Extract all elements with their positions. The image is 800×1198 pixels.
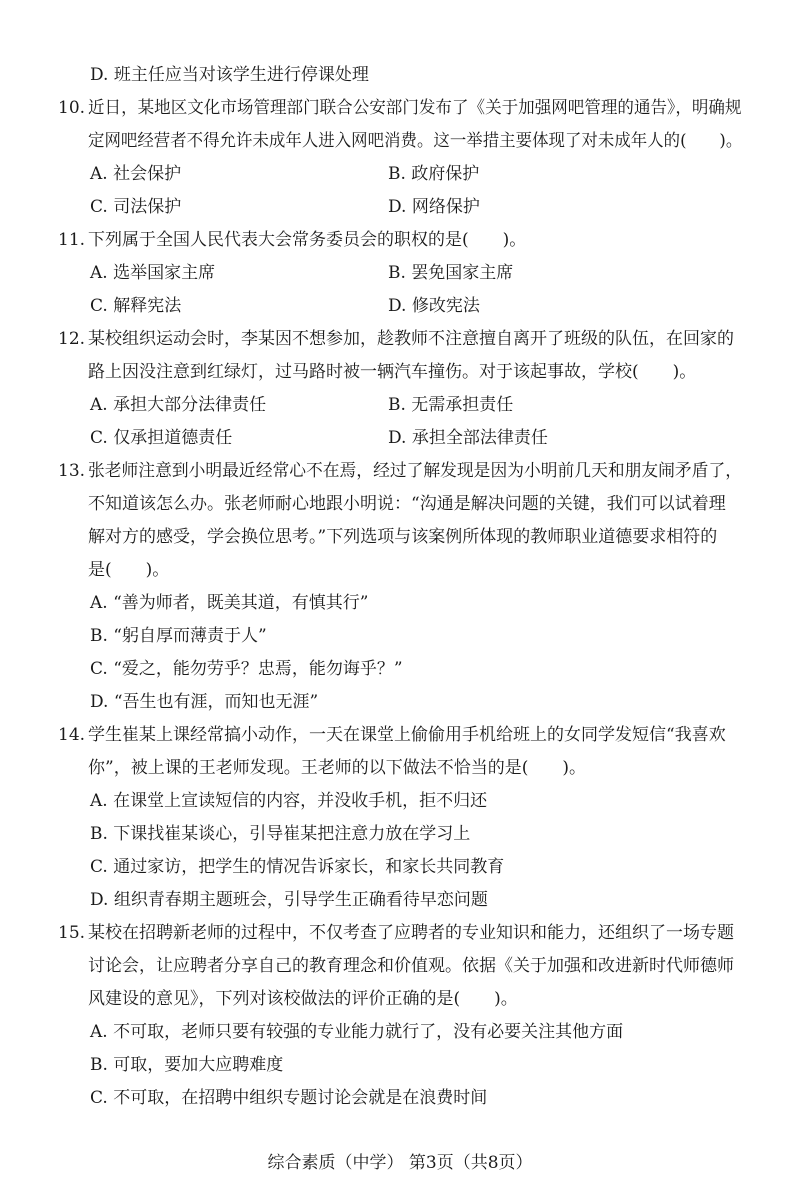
- option-d: D. 承担全部法律责任: [388, 428, 548, 448]
- question-number: 15.: [58, 923, 86, 943]
- option-c: C. “爱之，能勿劳乎？忠焉，能勿诲乎？”: [90, 659, 403, 679]
- option-b: B. 政府保护: [388, 164, 480, 184]
- option-a: A. 社会保护: [90, 164, 182, 184]
- option-b: B. 无需承担责任: [388, 395, 514, 415]
- question-number: 10.: [58, 98, 86, 118]
- question-text-line: 不知道该怎么办。张老师耐心地跟小明说：“沟通是解决问题的关键，我们可以试着理: [88, 494, 726, 514]
- question-text-line: 定网吧经营者不得允许未成年人进入网吧消费。这一举措主要体现了对未成年人的( )。: [88, 131, 743, 151]
- option-a: A. “善为师者，既美其道，有慎其行”: [90, 593, 369, 613]
- option-b: B. 可取，要加大应聘难度: [90, 1055, 284, 1075]
- question-text-line: 某校在招聘新老师的过程中，不仅考查了应聘者的专业知识和能力，还组织了一场专题: [88, 923, 734, 943]
- question-text-line: 下列属于全国人民代表大会常务委员会的职权的是( )。: [88, 230, 527, 250]
- option-b: B. “躬自厚而薄责于人”: [90, 626, 267, 646]
- option-c: C. 司法保护: [90, 197, 182, 217]
- question-text-line: 近日，某地区文化市场管理部门联合公安部门发布了《关于加强网吧管理的通告》，明确规: [88, 98, 742, 118]
- question-text-line: 某校组织运动会时，李某因不想参加，趁教师不注意擅自离开了班级的队伍，在回家的: [88, 329, 734, 349]
- option-c: C. 解释宪法: [90, 296, 182, 316]
- question-text-line: 风建设的意见》，下列对该校做法的评价正确的是( )。: [88, 989, 518, 1009]
- prev-question-option-d: D. 班主任应当对该学生进行停课处理: [90, 65, 369, 85]
- option-d: D. “吾生也有涯，而知也无涯”: [90, 692, 319, 712]
- question-text-line: 路上因没注意到红绿灯，过马路时被一辆汽车撞伤。对于该起事故，学校( )。: [88, 362, 697, 382]
- question-text-line: 讨论会，让应聘者分享自己的教育理念和价值观。依据《关于加强和改进新时代师德师: [88, 956, 734, 976]
- question-number: 12.: [58, 329, 86, 349]
- question-number: 13.: [58, 461, 86, 481]
- option-b: B. 下课找崔某谈心，引导崔某把注意力放在学习上: [90, 824, 471, 844]
- option-a: A. 选举国家主席: [90, 263, 216, 283]
- question-text-line: 解对方的感受，学会换位思考。”下列选项与该案例所体现的教师职业道德要求相符的: [88, 527, 718, 547]
- option-c: C. 不可取，在招聘中组织专题讨论会就是在浪费时间: [90, 1088, 488, 1108]
- question-text-line: 张老师注意到小明最近经常心不在焉，经过了解发现是因为小明前几天和朋友闹矛盾了，: [88, 461, 742, 481]
- option-d: D. 网络保护: [388, 197, 480, 217]
- question-number: 14.: [58, 725, 86, 745]
- question-number: 11.: [58, 230, 86, 250]
- option-b: B. 罢免国家主席: [388, 263, 514, 283]
- option-a: A. 在课堂上宣读短信的内容，并没收手机，拒不归还: [90, 791, 488, 811]
- option-c: C. 通过家访，把学生的情况告诉家长，和家长共同教育: [90, 857, 505, 877]
- option-a: A. 承担大部分法律责任: [90, 395, 267, 415]
- option-c: C. 仅承担道德责任: [90, 428, 233, 448]
- question-text-line: 是( )。: [88, 560, 170, 580]
- option-a: A. 不可取，老师只要有较强的专业能力就行了，没有必要关注其他方面: [90, 1022, 624, 1042]
- option-d: D. 组织青春期主题班会，引导学生正确看待早恋问题: [90, 890, 488, 910]
- option-d: D. 修改宪法: [388, 296, 480, 316]
- page-footer: 综合素质（中学） 第3页（共8页）: [267, 1153, 533, 1173]
- question-text-line: 你”，被上课的王老师发现。王老师的以下做法不恰当的是( )。: [88, 758, 586, 778]
- question-text-line: 学生崔某上课经常搞小动作，一天在课堂上偷偷用手机给班上的女同学发短信“我喜欢: [88, 725, 726, 745]
